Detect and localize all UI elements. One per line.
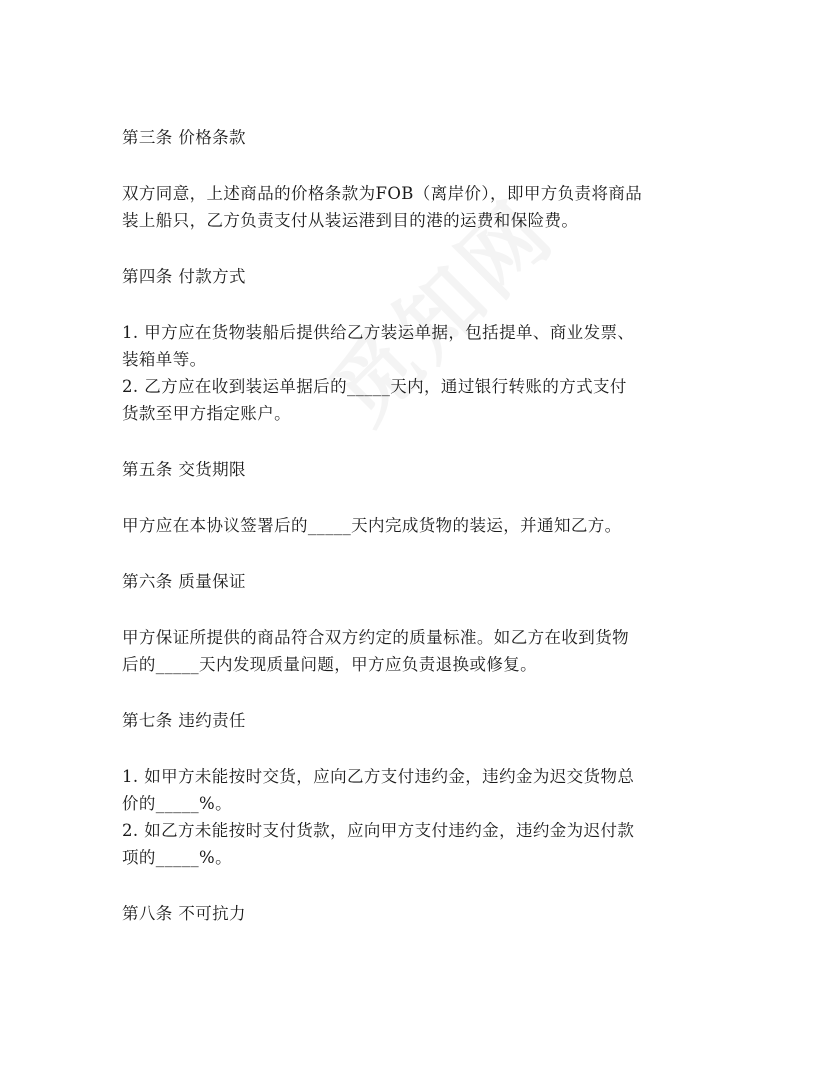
section-heading-5: 第五条 交货期限 <box>122 460 246 479</box>
section-heading-7: 第七条 违约责任 <box>122 711 246 730</box>
list-item <box>122 763 712 817</box>
text-line: 1. 甲方应在货物装船后提供给乙方装运单据，包括提单、商业发票、 <box>122 323 635 342</box>
list-item <box>122 373 712 427</box>
section-body-6 <box>122 624 712 678</box>
section-body-4 <box>122 319 712 427</box>
text-line: 2. 如乙方未能按时支付货款，应向甲方支付违约金，违约金为迟付款 <box>122 821 635 840</box>
text-line: 价的_____%。 <box>122 794 233 813</box>
text-line: 项的_____%。 <box>122 848 233 867</box>
list-item <box>122 817 712 871</box>
text-line: 甲方保证所提供的商品符合双方约定的质量标准。如乙方在收到货物 <box>122 628 629 647</box>
text-line: 1. 如甲方未能按时交货，应向乙方支付违约金，违约金为迟交货物总 <box>122 767 635 786</box>
section-body-5 <box>122 512 712 539</box>
list-item <box>122 319 712 373</box>
text-line: 2. 乙方应在收到装运单据后的_____天内，通过银行转账的方式支付 <box>122 377 627 396</box>
text-line: 双方同意，上述商品的价格条款为FOB（离岸价），即甲方负责将商品 <box>122 184 643 203</box>
section-body-3 <box>122 180 712 234</box>
document-body <box>122 124 712 956</box>
text-line: 甲方应在本协议签署后的_____天内完成货物的装运，并通知乙方。 <box>122 516 622 535</box>
text-line: 后的_____天内发现质量问题，甲方应负责退换或修复。 <box>122 655 538 674</box>
text-line: 装上船只，乙方负责支付从装运港到目的港的运费和保险费。 <box>122 211 579 230</box>
section-heading-4: 第四条 付款方式 <box>122 267 246 286</box>
section-heading-6: 第六条 质量保证 <box>122 572 246 591</box>
section-body-7 <box>122 763 712 871</box>
text-line: 装箱单等。 <box>122 350 207 369</box>
text-line: 货款至甲方指定账户。 <box>122 404 291 423</box>
section-heading-3: 第三条 价格条款 <box>122 128 246 147</box>
section-heading-8: 第八条 不可抗力 <box>122 904 246 923</box>
